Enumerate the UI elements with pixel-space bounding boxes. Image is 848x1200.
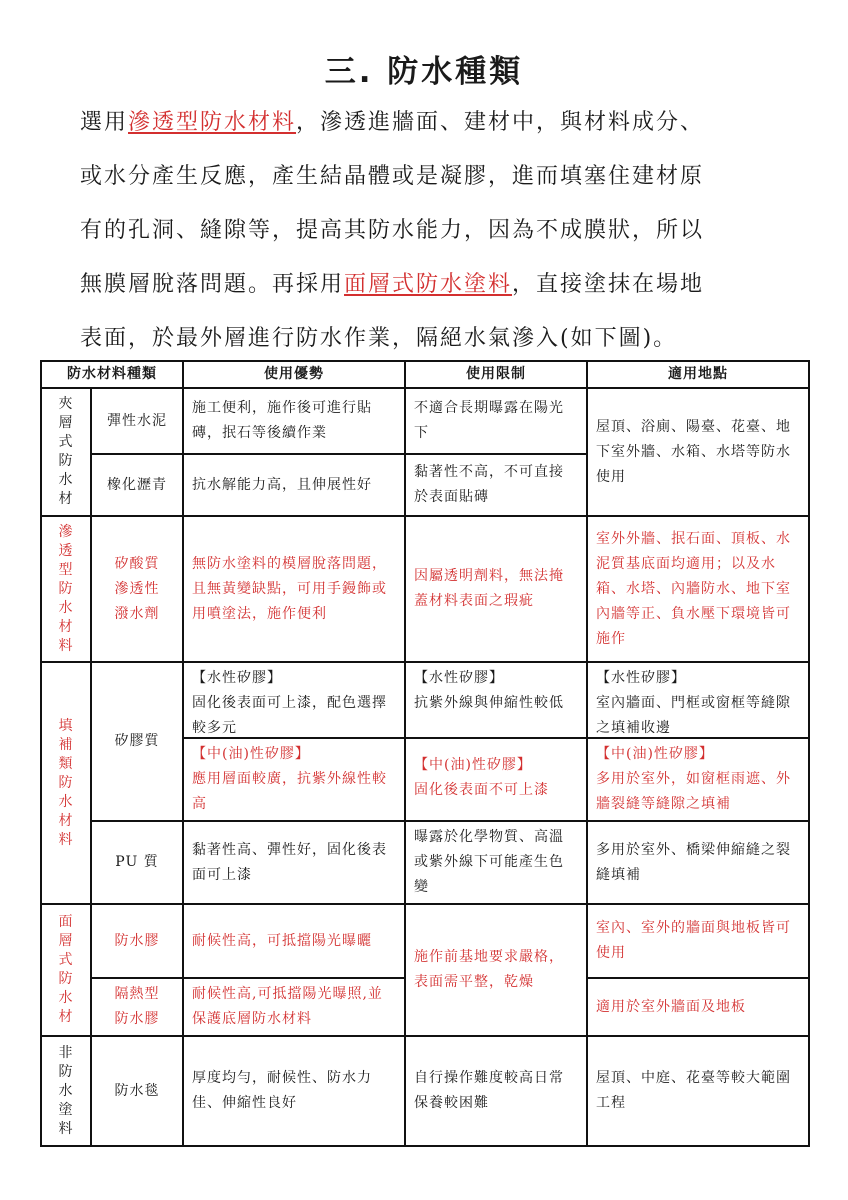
advantage-cell: 無防水塗料的模層脫落問題，且無黃變缺點，可用手鏝飾或用噴塗法，施作便利 [183, 516, 405, 662]
location-cell: 室外外牆、抿石面、頂板、水泥質基底面均適用；以及水箱、水塔、內牆防水、地下室內牆等正、負水壓下環境皆可施作 [587, 516, 809, 662]
advantage-cell: 厚度均勻，耐候性、防水力佳、伸縮性良好 [183, 1036, 405, 1146]
intro-line-4: 無膜層脫落問題。再採用面層式防水塗料，直接塗抹在場地 [80, 272, 705, 297]
material-name: 矽膠質 [91, 662, 183, 821]
limitation-cell: 不適合長期曝露在陽光下 [405, 388, 587, 454]
category-penetrating: 滲 透 型 防 水 材 料 [41, 516, 91, 662]
highlight-surface-coating: 面層式防水塗料 [344, 272, 513, 297]
table-row [41, 821, 809, 904]
limitation-cell: 曝露於化學物質、高溫或紫外線下可能產生色變 [405, 821, 587, 904]
table-row [41, 662, 809, 821]
header-advantage: 使用優勢 [183, 361, 405, 388]
advantage-cell: 耐候性高，可抵擋陽光曝曬 [183, 904, 405, 978]
waterproof-types-table [40, 360, 810, 1147]
table-row [41, 1036, 809, 1146]
material-name: 防水毯 [91, 1036, 183, 1146]
location-cell: 室內、室外的牆面與地板皆可使用 [587, 904, 809, 978]
limitation-cell: 黏著性不高，不可直接於表面貼磚 [405, 454, 587, 516]
intro-line-3: 有的孔洞、縫隙等，提高其防水能力，因為不成膜狀，所以 [80, 218, 705, 243]
location-cell: 屋頂、中庭、花臺等較大範圍工程 [587, 1036, 809, 1146]
intro-line-2: 或水分產生反應，產生結晶體或是凝膠，進而填塞住建材原 [80, 164, 705, 189]
material-name: 彈性水泥 [91, 388, 183, 454]
category-surface: 面 層 式 防 水 材 [41, 904, 91, 1036]
category-non-coating: 非 防 水 塗 料 [41, 1036, 91, 1146]
advantage-cell: 【水性矽膠】 固化後表面可上漆，配色選擇較多元 【中(油)性矽膠】 應用層面較廣，抗紫外線性較高 [183, 662, 405, 821]
limitation-cell: 【水性矽膠】 抗紫外線與伸縮性較低 【中(油)性矽膠】 固化後表面不可上漆 [405, 662, 587, 821]
material-name: 防水膠 [91, 904, 183, 978]
page-title: 三. 防水種類 [324, 54, 524, 90]
limitation-cell: 因屬透明劑料，無法掩蓋材料表面之瑕疵 [405, 516, 587, 662]
limitation-cell: 自行操作難度較高日常保養較困難 [405, 1036, 587, 1146]
location-cell: 屋頂、浴廁、陽臺、花臺、地下室外牆、水箱、水塔等防水使用 [587, 388, 809, 516]
advantage-cell: 抗水解能力高，且伸展性好 [183, 454, 405, 516]
table-row [41, 516, 809, 662]
intro-line-5: 表面，於最外層進行防水作業，隔絕水氣滲入(如下圖)。 [80, 326, 678, 351]
advantage-cell: 黏著性高、彈性好，固化後表面可上漆 [183, 821, 405, 904]
header-location: 適用地點 [587, 361, 809, 388]
advantage-cell: 耐候性高,可抵擋陽光曝照,並保護底層防水材料 [183, 978, 405, 1036]
intro-line-1: 選用滲透型防水材料，滲透進牆面、建材中，與材料成分、 [80, 110, 705, 135]
highlight-penetrating: 滲透型防水材料 [128, 110, 297, 135]
header-type: 防水材料種類 [41, 361, 183, 388]
category-sandwich: 夾 層 式 防 水 材 [41, 388, 91, 516]
location-cell: 多用於室外、橋梁伸縮縫之裂縫填補 [587, 821, 809, 904]
limitation-cell: 施作前基地要求嚴格，表面需平整，乾燥 [405, 904, 587, 1036]
intro-paragraph [80, 96, 780, 366]
table-row [41, 388, 809, 454]
location-cell: 適用於室外牆面及地板 [587, 978, 809, 1036]
table-header-row [41, 361, 809, 388]
table-row [41, 904, 809, 978]
category-filling: 填 補 類 防 水 材 料 [41, 662, 91, 904]
advantage-cell: 施工便利，施作後可進行貼磚，抿石等後續作業 [183, 388, 405, 454]
material-name: 隔熱型 防水膠 [91, 978, 183, 1036]
material-name: 橡化瀝青 [91, 454, 183, 516]
header-limitation: 使用限制 [405, 361, 587, 388]
location-cell: 【水性矽膠】 室內牆面、門框或窗框等縫隙之填補收邊 【中(油)性矽膠】 多用於室外，如窗框雨遮、外牆裂縫等縫隙之填補 [587, 662, 809, 821]
material-name: 矽酸質 滲透性 潑水劑 [91, 516, 183, 662]
material-name: PU 質 [91, 821, 183, 904]
